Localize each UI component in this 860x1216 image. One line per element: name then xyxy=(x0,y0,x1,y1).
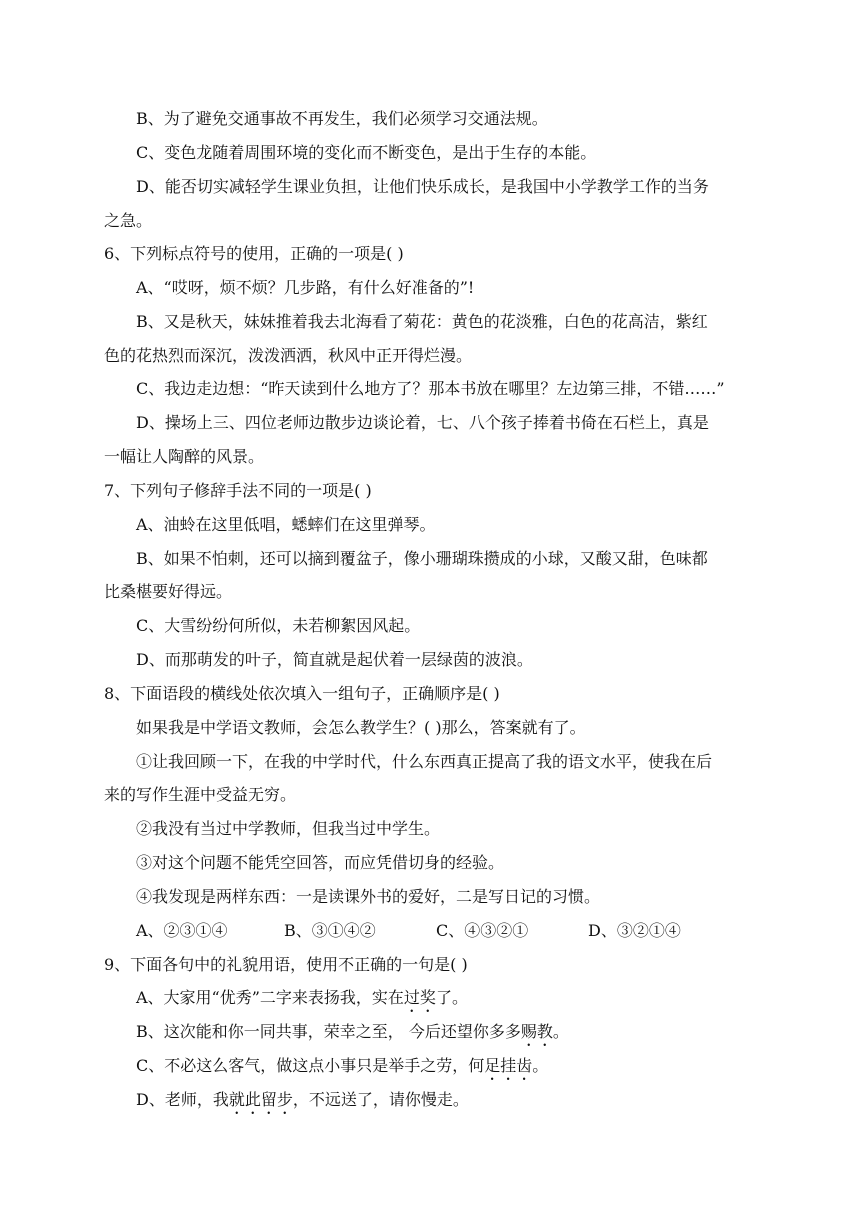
q6-option-c: C、我边走边想：“昨天读到什么地方了？那本书放在哪里？左边第三排，不错……” xyxy=(136,379,725,398)
q7-option-b-line2: 比桑椹要好得远。 xyxy=(104,582,233,601)
q9-option-b-text: B、这次能和你一同共事，荣幸之至， 今后还望你多多 xyxy=(136,1022,521,1041)
q8-choice-b: B、③①④② xyxy=(284,921,376,940)
q6-option-d-line2: 一幅让人陶醉的风景。 xyxy=(104,447,265,466)
q6-option-b-line1: B、又是秋天，妹妹推着我去北海看了菊花：黄色的花淡雅，白色的花高洁，紫红 xyxy=(136,312,708,331)
q9-option-d-text: D、老师，我 xyxy=(136,1090,229,1109)
q8-sentence-1-line1: ①让我回顾一下，在我的中学时代，什么东西真正提高了我的语文水平，使我在后 xyxy=(136,752,713,771)
q9-option-b-emphasis: 赐教 xyxy=(520,1022,553,1041)
q9-option-c-emphasis: 足挂齿 xyxy=(484,1056,533,1075)
q7-option-d: D、而那萌发的叶子，简直就是起伏着一层绿茵的波浪。 xyxy=(136,650,533,669)
q9-option-a xyxy=(136,986,468,1010)
q8-choice-d: D、③②①④ xyxy=(588,921,681,940)
q9-option-c xyxy=(136,1054,548,1078)
q8-passage: 如果我是中学语文教师，会怎么教学生？( )那么，答案就有了。 xyxy=(136,718,586,737)
q8-choice-a: A、②③①④ xyxy=(136,921,228,940)
q8-stem: 8、下面语段的横线处依次填入一组句子，正确顺序是( ) xyxy=(104,684,500,703)
q9-option-c-tail: 。 xyxy=(532,1056,549,1075)
q7-option-b-line1: B、如果不怕刺，还可以摘到覆盆子，像小珊瑚珠攒成的小球，又酸又甜，色味都 xyxy=(136,549,708,568)
q5-option-c: C、变色龙随着周围环境的变化而不断变色，是出于生存的本能。 xyxy=(136,143,597,162)
q5-option-d-line2: 之急。 xyxy=(104,211,153,230)
q6-option-b-line2: 色的花热烈而深沉，泼泼洒洒，秋风中正开得烂漫。 xyxy=(104,346,473,365)
q9-option-a-tail: 了。 xyxy=(435,988,468,1007)
q6-stem: 6、下列标点符号的使用，正确的一项是( ) xyxy=(104,244,404,263)
q8-sentence-4: ④我发现是两样东西：一是读课外书的爱好，二是写日记的习惯。 xyxy=(136,887,601,906)
q9-option-b-tail: 。 xyxy=(552,1022,569,1041)
q6-option-a: A、“哎呀，烦不烦？几步路，有什么好准备的”! xyxy=(136,278,475,297)
q5-option-d-line1: D、能否切实减轻学生课业负担，让他们快乐成长，是我国中小学教学工作的当务 xyxy=(136,177,709,196)
q9-option-a-text: A、大家用“优秀”二字来表扬我，实在 xyxy=(136,988,404,1007)
q9-option-d-emphasis: 就此留步 xyxy=(228,1090,293,1109)
q8-sentence-2: ②我没有当过中学教师，但我当过中学生。 xyxy=(136,819,441,838)
q7-stem: 7、下列句子修辞手法不同的一项是( ) xyxy=(104,481,372,500)
q7-option-c: C、大雪纷纷何所似，未若柳絮因风起。 xyxy=(136,616,421,635)
q9-stem: 9、下面各句中的礼貌用语，使用不正确的一句是( ) xyxy=(104,955,468,974)
q9-option-d xyxy=(136,1088,469,1112)
q5-option-b: B、为了避免交通事故不再发生，我们必须学习交通法规。 xyxy=(136,109,548,128)
q9-option-d-tail: ，不远送了，请你慢走。 xyxy=(292,1090,469,1109)
q8-sentence-1-line2: 来的写作生涯中受益无穷。 xyxy=(104,785,297,804)
q9-option-a-emphasis: 过奖 xyxy=(403,988,436,1007)
q9-option-b xyxy=(136,1020,569,1044)
q8-choice-c: C、④③②① xyxy=(436,921,529,940)
q8-sentence-3: ③对这个问题不能凭空回答，而应凭借切身的经验。 xyxy=(136,853,505,872)
q7-option-a: A、油蛉在这里低唱，蟋蟀们在这里弹琴。 xyxy=(136,515,436,534)
q6-option-d-line1: D、操场上三、四位老师边散步边谈论着，七、八个孩子捧着书倚在石栏上，真是 xyxy=(136,413,709,432)
q9-option-c-text: C、不必这么客气，做这点小事只是举手之劳，何 xyxy=(136,1056,485,1075)
